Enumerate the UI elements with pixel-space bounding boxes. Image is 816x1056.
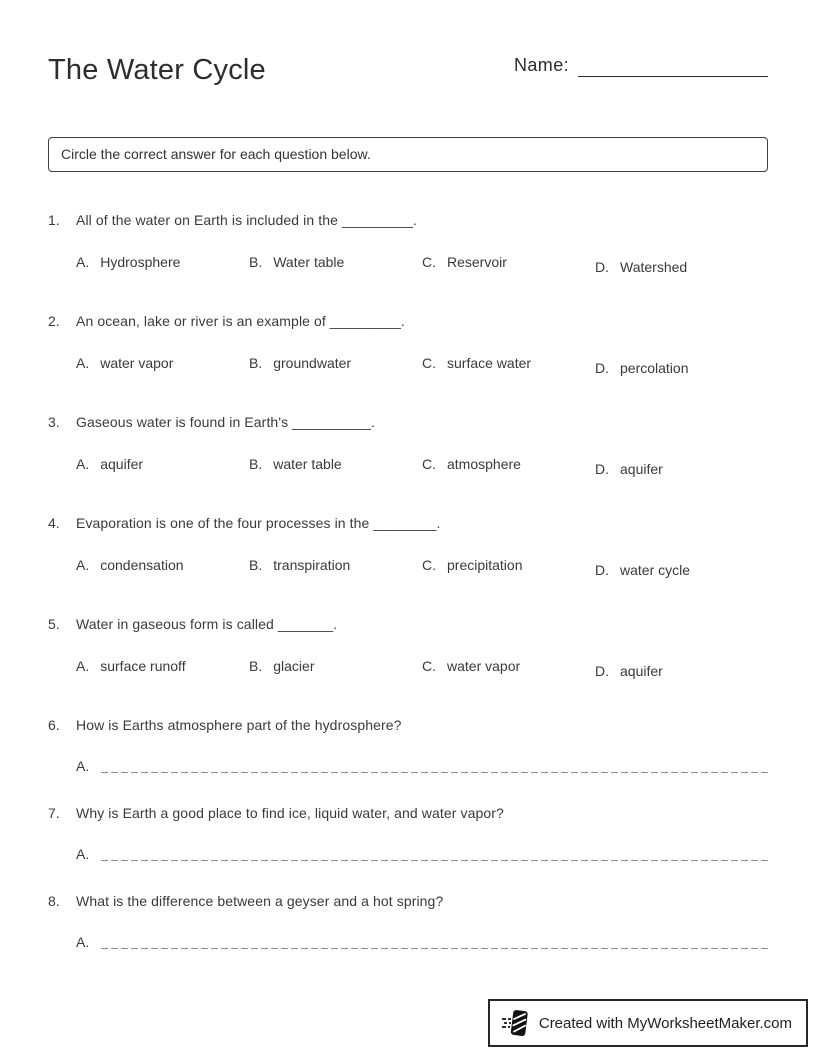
open-answer-row [76,934,768,950]
question-text: How is Earths atmosphere part of the hydrosphere? [76,717,402,733]
question-number: 6. [48,717,60,733]
choice-label: groundwater [273,355,352,371]
question-line [48,892,768,910]
choice-option [76,254,249,275]
question-text: All of the water on Earth is included in the _________. [76,212,417,228]
question-text: Why is Earth a good place to find ice, liquid water, and water vapor? [76,805,504,821]
question-line [48,514,768,532]
choice-option [76,456,249,477]
choices-row [76,658,768,679]
choice-label: Reservoir [447,254,507,270]
choice-label: glacier [273,658,315,674]
question-number: 5. [48,616,60,632]
question-text: Evaporation is one of the four processes in the ________. [76,515,441,531]
choice-letter: B. [249,254,263,270]
choice-option [422,355,595,376]
choice-option [595,355,768,376]
question-block [48,615,768,679]
choice-option [595,456,768,477]
question-block [48,716,768,774]
question-number: 4. [48,515,60,531]
answer-letter: A. [76,846,90,862]
choice-option [249,456,422,477]
answer-blank-line [101,760,768,773]
choice-letter: A. [76,355,90,371]
choice-option [76,557,249,578]
choice-letter: C. [422,456,436,472]
questions [48,211,768,950]
name-label: Name: [513,55,569,75]
choice-label: water vapor [100,355,174,371]
choice-label: atmosphere [447,456,521,472]
choice-label: aquifer [100,456,144,472]
choice-label: Water table [273,254,345,270]
choice-letter: C. [422,355,436,371]
question-number: 8. [48,893,60,909]
header [48,50,768,90]
name-field [514,50,768,77]
question-block [48,312,768,376]
question-number: 1. [48,212,60,228]
choice-option [595,557,768,578]
choice-letter: B. [249,557,263,573]
instruction-box [48,137,768,172]
choices-row [76,557,768,578]
choice-label: condensation [100,557,184,573]
choice-letter: B. [249,658,263,674]
choice-option [595,254,768,275]
question-line [48,211,768,229]
choices-row [76,456,768,477]
worksheet-logo-icon [502,1008,529,1038]
question-line [48,716,768,734]
instruction-text: Circle the correct answer for each question below. [61,146,371,162]
answer-letter: A. [76,934,90,950]
choice-option [249,557,422,578]
question-block [48,514,768,578]
choice-option [249,355,422,376]
choice-label: Hydrosphere [100,254,181,270]
choice-letter: A. [76,254,90,270]
question-line [48,413,768,431]
name-blank-line [578,54,768,77]
choice-label: percolation [620,360,689,376]
question-number: 7. [48,805,60,821]
choice-letter: A. [76,557,90,573]
choice-label: water cycle [620,562,691,578]
answer-letter: A. [76,758,90,774]
choice-letter: C. [422,254,436,270]
question-text: Water in gaseous form is called _______. [76,616,338,632]
question-line [48,615,768,633]
choice-option [249,658,422,679]
choice-option [76,658,249,679]
footer-credit-badge [488,999,808,1047]
choice-label: aquifer [620,461,663,477]
question-block [48,892,768,950]
choice-letter: D. [595,663,609,679]
question-number: 3. [48,414,60,430]
question-block [48,211,768,275]
choice-letter: D. [595,259,609,275]
choice-option [595,658,768,679]
choices-row [76,355,768,376]
choice-label: water vapor [447,658,521,674]
choice-option [249,254,422,275]
choice-option [422,557,595,578]
answer-blank-line [101,936,768,949]
choice-option [422,658,595,679]
choice-letter: B. [249,456,263,472]
question-line [48,312,768,330]
choice-letter: C. [422,658,436,674]
question-block [48,413,768,477]
page-title: The Water Cycle [48,54,266,86]
question-text: What is the difference between a geyser and a hot spring? [76,893,444,909]
choice-letter: D. [595,360,609,376]
choice-letter: C. [422,557,436,573]
choice-label: transpiration [273,557,351,573]
choice-option [422,456,595,477]
choice-label: water table [273,456,342,472]
choice-letter: A. [76,456,90,472]
open-answer-row [76,846,768,862]
choice-option [76,355,249,376]
open-answer-row [76,758,768,774]
choice-letter: A. [76,658,90,674]
question-block [48,804,768,862]
choice-letter: D. [595,562,609,578]
choice-letter: B. [249,355,263,371]
choice-label: surface runoff [100,658,186,674]
question-number: 2. [48,313,60,329]
choice-label: surface water [447,355,532,371]
choices-row [76,254,768,275]
choice-label: aquifer [620,663,663,679]
footer-credit-text: Created with MyWorksheetMaker.com [538,1014,792,1032]
question-line [48,804,768,822]
choice-label: precipitation [447,557,523,573]
question-text: Gaseous water is found in Earth's __________. [76,414,376,430]
question-text: An ocean, lake or river is an example of _________. [76,313,405,329]
choice-option [422,254,595,275]
choice-letter: D. [595,461,609,477]
answer-blank-line [101,848,768,861]
choice-label: Watershed [620,259,688,275]
